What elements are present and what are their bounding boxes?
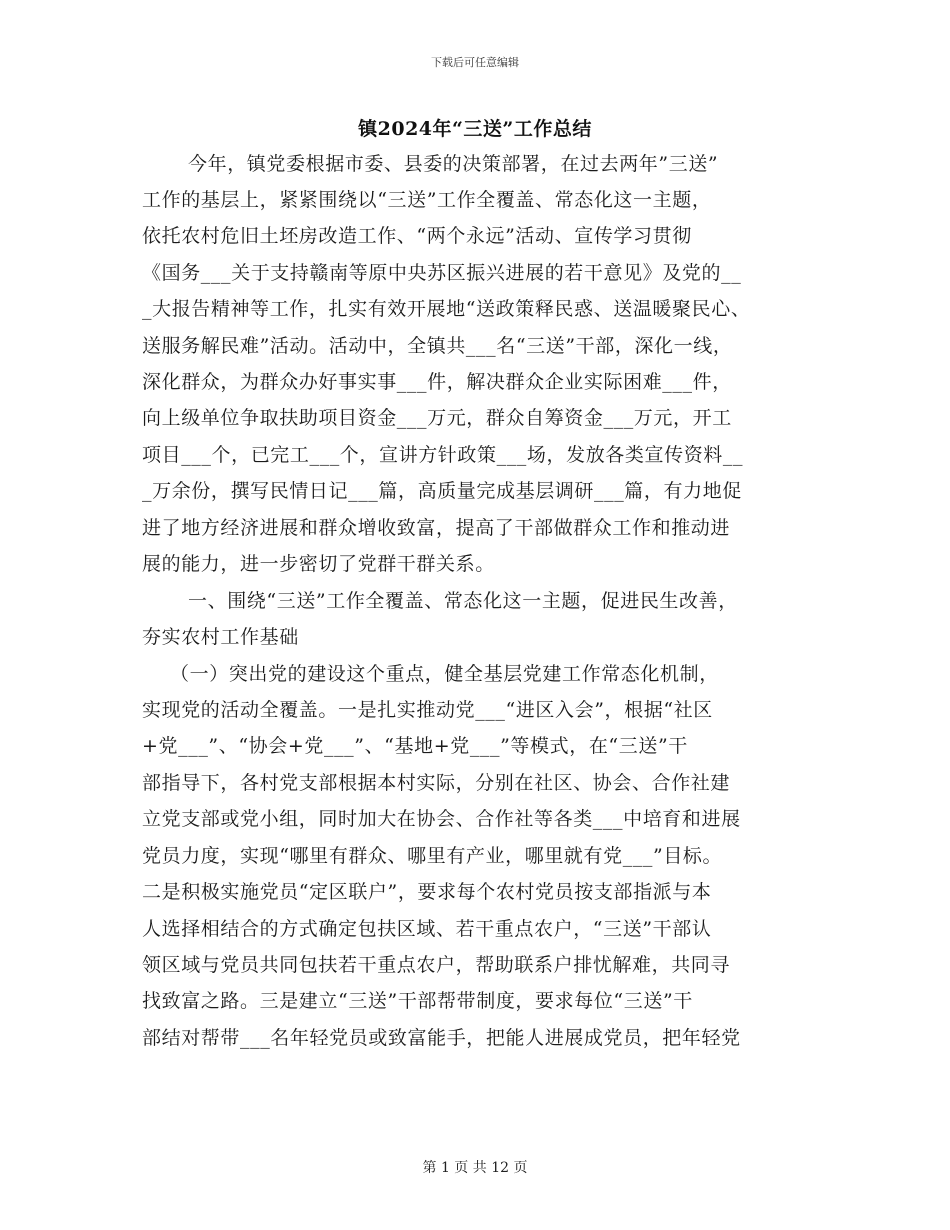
body-line: 今年，镇党委根据市委、县委的决策部署，在过去两年”三送”	[188, 153, 719, 175]
body-line: 依托农村危旧土坯房改造工作、“两个永远”活动、宣传学习贯彻	[142, 225, 692, 247]
page-footer: 第 1 页 共 12 页	[422, 1160, 528, 1176]
body-line: 项目___个，已完工___个，宣讲方针政策___场，发放各类宣传资料__	[142, 444, 744, 466]
body-line: _万余份，撰写民情日记___篇，高质量完成基层调研___篇，有力地促	[142, 480, 742, 502]
body-line: _大报告精神等工作，扎实有效开展地“送政策释民惑、送温暖聚民心、	[142, 298, 751, 320]
section-heading: 一、围绕“三送”工作全覆盖、常态化这一主题，促进民生改善，	[188, 590, 738, 612]
body-line: 进了地方经济进展和群众增收致富，提高了干部做群众工作和推动进	[142, 517, 731, 539]
body-line: 部结对帮带___名年轻党员或致富能手，把能人进展成党员，把年轻党	[142, 1027, 741, 1049]
body-line: 工作的基层上，紧紧围绕以“三送”工作全覆盖、常态化这一主题，	[142, 189, 712, 211]
body-line: 党员力度，实现“哪里有群众、哪里有产业，哪里就有党___”目标。	[142, 845, 723, 867]
body-line: 立党支部或党小组，同时加大在协会、合作社等各类___中培育和进展	[142, 808, 741, 830]
body-line: 找致富之路。三是建立“三送”干部帮带制度，要求每位“三送”干	[142, 990, 693, 1012]
subsection-heading: （一）突出党的建设这个重点，健全基层党建工作常态化机制，	[170, 663, 719, 685]
section-heading: 夯实农村工作基础	[142, 626, 299, 648]
body-line: 《国务___关于支持赣南等原中央苏区振兴进展的若干意见》及党的__	[142, 262, 742, 284]
body-line: 送服务解民难”活动。活动中，全镇共___名“三送”干部，深化一线，	[142, 335, 733, 357]
document-title: 镇2024年“三送”工作总结	[358, 118, 592, 140]
body-line: 向上级单位争取扶助项目资金___万元，群众自筹资金___万元，开工	[142, 407, 732, 429]
body-line: 领区域与党员共同包扶若干重点农户，帮助联系户排忧解难，共同寻	[142, 954, 731, 976]
body-line: 实现党的活动全覆盖。一是扎实推动党___“进区入会”，根据“社区	[142, 699, 713, 721]
body-line: 深化群众，为群众办好事实事___件，解决群众企业实际困难___件，	[142, 371, 732, 393]
header-note: 下载后可任意编辑	[431, 56, 519, 69]
body-line: 部指导下，各村党支部根据本村实际，分别在社区、协会、合作社建	[142, 772, 731, 794]
body-line: 二是积极实施党员“定区联户”，要求每个农村党员按支部指派与本	[142, 881, 712, 903]
body-line: +党___”、“协会+党___”、“基地+党___”等模式，在“三送”干	[142, 735, 688, 757]
body-line: 人选择相结合的方式确定包扶区域、若干重点农户，“三送”干部认	[142, 918, 712, 940]
body-line: 展的能力，进一步密切了党群干群关系。	[142, 553, 495, 575]
